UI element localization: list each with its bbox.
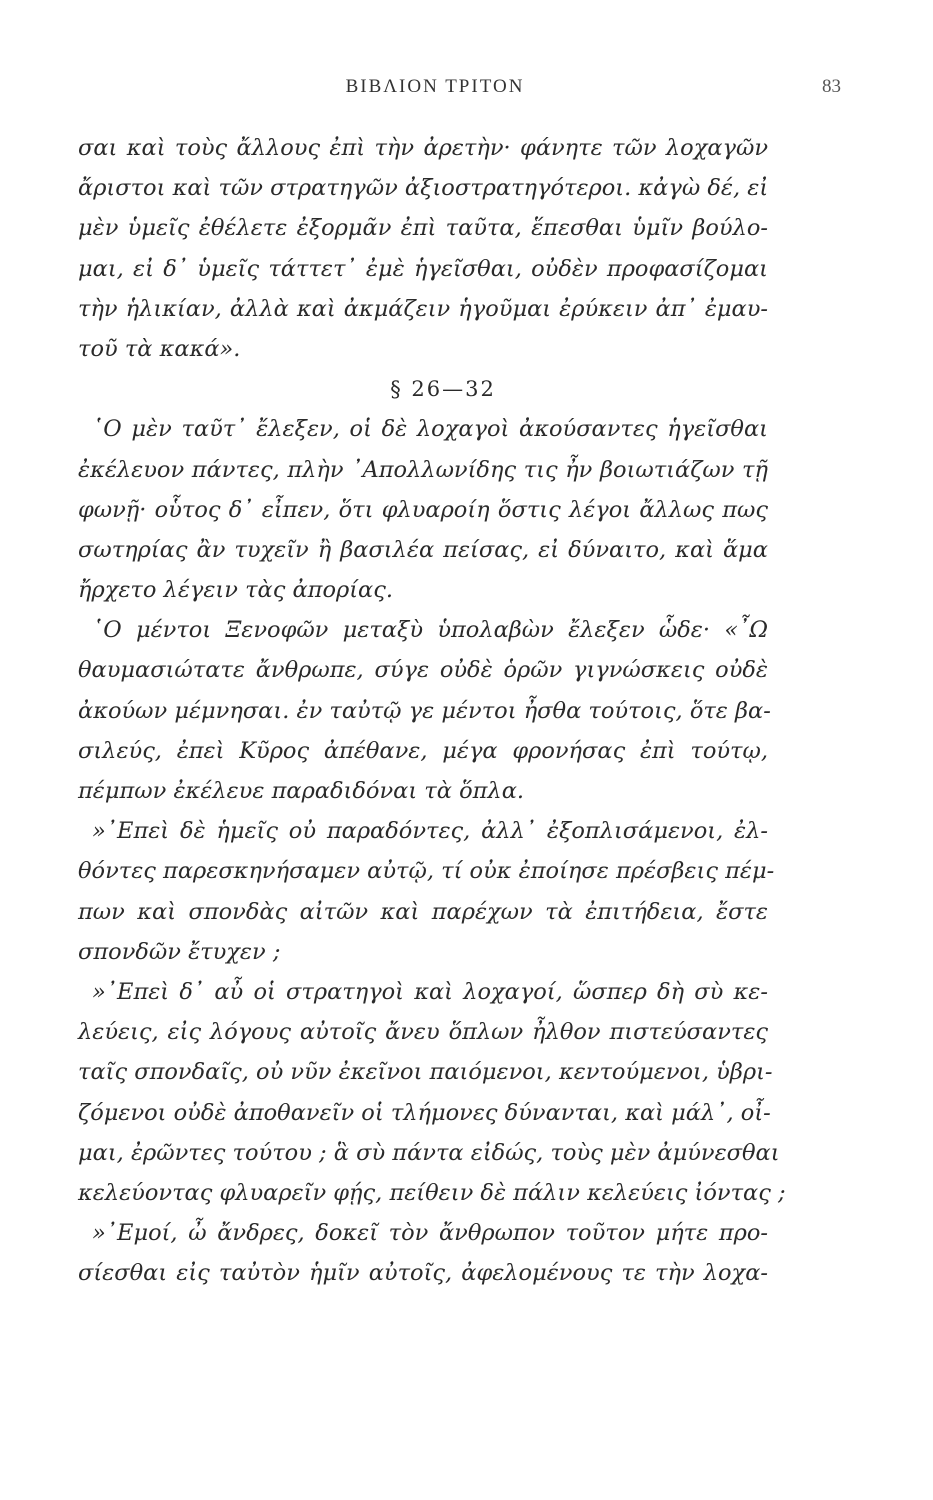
body-text xyxy=(78,128,786,1293)
text-line: ῾Ο μέντοι Ξενοφῶν μεταξὺ ὑπολαβὼν ἔλεξεν ὧδε· «῏Ω xyxy=(92,617,768,644)
text-line: »᾿Εμοί, ὦ ἄνδρες, δοκεῖ τὸν ἄνθρωπον τοῦτον μήτε προ- xyxy=(92,1220,768,1247)
text-line: »᾿Επεὶ δ᾿ αὖ οἱ στρατηγοὶ καὶ λοχαγοί, ὥσπερ δὴ σὺ κε- xyxy=(92,978,768,1005)
text-line: ἐκέλευον πάντες, πλὴν ᾿Απολλωνίδης τις ἦν βοιωτιάζων τῇ xyxy=(78,456,768,483)
text-line: ταῖς σπονδαῖς, οὐ νῦν ἐκεῖνοι παιόμενοι, κεντούμενοι, ὑβρι- xyxy=(78,1059,773,1086)
text-line: τοῦ τὰ κακά». xyxy=(78,335,241,362)
text-line: μὲν ὑμεῖς ἐθέλετε ἐξορμᾶν ἐπὶ ταῦτα, ἕπεσθαι ὑμῖν βούλο- xyxy=(78,215,768,242)
text-line: ἄριστοι καὶ τῶν στρατηγῶν ἀξιοστρατηγότεροι. κἀγὼ δέ, εἰ xyxy=(78,175,769,202)
text-line: πων καὶ σπονδὰς αἰτῶν καὶ παρέχων τὰ ἐπιτήδεια, ἔστε xyxy=(78,898,768,925)
section-heading: § 26—32 xyxy=(390,377,496,402)
text-line: ἤρχετο λέγειν τὰς ἀπορίας. xyxy=(78,577,393,604)
text-line: θόντες παρεσκηνήσαμεν αὐτῷ, τί οὐκ ἐποίησε πρέσβεις πέμ- xyxy=(78,858,775,885)
running-head: ΒΙΒΛΙΟΝ ΤΡΙΤΟΝ xyxy=(345,76,525,97)
text-line: τὴν ἡλικίαν, ἀλλὰ καὶ ἀκμάζειν ἡγοῦμαι ἐρύκειν ἀπ᾿ ἐμαυ- xyxy=(78,295,768,322)
text-line: σίεσθαι εἰς ταὐτὸν ἡμῖν αὐτοῖς, ἀφελομένους τε τὴν λοχα- xyxy=(78,1260,768,1287)
text-line: μαι, ἐρῶντες τούτου ; ἃ σὺ πάντα εἰδώς, τοὺς μὲν ἀμύνεσθαι xyxy=(78,1139,780,1166)
page-number: 83 xyxy=(822,76,841,97)
text-line: σιλεύς, ἐπεὶ Κῦρος ἀπέθανε, μέγα φρονήσας ἐπὶ τούτῳ, xyxy=(78,737,768,764)
text-line: φωνῇ· οὗτος δ᾿ εἶπεν, ὅτι φλυαροίη ὅστις λέγοι ἄλλως πως xyxy=(78,496,768,523)
text-line: μαι, εἰ δ᾿ ὑμεῖς τάττετ᾿ ἐμὲ ἡγεῖσθαι, οὐδὲν προφασίζομαι xyxy=(78,255,768,282)
text-line: λεύεις, εἰς λόγους αὐτοῖς ἄνευ ὅπλων ἦλθον πιστεύσαντες xyxy=(78,1019,768,1046)
text-line: ζόμενοι οὐδὲ ἀποθανεῖν οἱ τλήμονες δύνανται, καὶ μάλ᾿, οἶ- xyxy=(78,1099,771,1126)
text-line: σπονδῶν ἔτυχεν ; xyxy=(78,938,281,965)
text-line: κελεύοντας φλυαρεῖν φῄς, πείθειν δὲ πάλιν κελεύεις ἰόντας ; xyxy=(78,1179,786,1206)
text-line: σωτηρίας ἂν τυχεῖν ἢ βασιλέα πείσας, εἰ δύναιτο, καὶ ἅμα xyxy=(78,536,768,563)
text-line: πέμπων ἐκέλευε παραδιδόναι τὰ ὅπλα. xyxy=(78,778,525,804)
text-line: ῾Ο μὲν ταῦτ᾿ ἔλεξεν, οἱ δὲ λοχαγοὶ ἀκούσαντες ἡγεῖσθαι xyxy=(92,416,768,443)
text-line: ἀκούων μέμνησαι. ἐν ταὐτῷ γε μέντοι ἦσθα τούτοις, ὅτε βα- xyxy=(78,697,771,724)
text-line: »᾿Επεὶ δὲ ἡμεῖς οὐ παραδόντες, ἀλλ᾿ ἐξοπλισάμενοι, ἐλ- xyxy=(92,818,768,845)
text-line: σαι καὶ τοὺς ἄλλους ἐπὶ τὴν ἀρετὴν· φάνητε τῶν λοχαγῶν xyxy=(78,135,768,161)
text-line: θαυμασιώτατε ἄνθρωπε, σύγε οὐδὲ ὁρῶν γιγνώσκεις οὐδὲ xyxy=(78,657,768,684)
